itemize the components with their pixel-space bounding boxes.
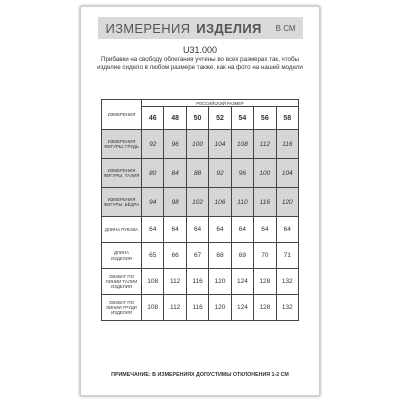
table-cell: 120: [276, 188, 298, 217]
table-row: [102, 130, 299, 159]
table-cell: 64: [164, 217, 186, 243]
size-header-cell: 48: [164, 107, 186, 130]
table-cell: 100: [254, 159, 276, 188]
header-unit: В СМ: [275, 23, 296, 33]
table-cell: 116: [186, 295, 208, 321]
table-cell: 124: [231, 295, 253, 321]
table-cell: 128: [254, 295, 276, 321]
table-cell: 128: [254, 269, 276, 295]
corner-label: ИЗМЕРЕНИЯ: [102, 100, 142, 130]
row-label: ИЗМЕРЕНИЯ ФИГУРЫ: БЁДРА: [102, 188, 142, 217]
table-cell: 68: [209, 243, 231, 269]
table-cell: 98: [164, 188, 186, 217]
table-header-row: [102, 100, 299, 107]
table-cell: 84: [164, 159, 186, 188]
table-cell: 108: [231, 130, 253, 159]
row-label: ОБХВАТ ПО ЛИНИИ ГРУДИ ИЗДЕЛИЯ: [102, 295, 142, 321]
table-cell: 64: [231, 217, 253, 243]
size-header-cell: 56: [254, 107, 276, 130]
table-cell: 108: [142, 269, 164, 295]
table-cell: 116: [254, 188, 276, 217]
footer-note: ПРИМЕЧАНИЕ: В ИЗМЕРЕНИЯХ ДОПУСТИМЫ ОТКЛОНЕНИЯ 1-2 СМ: [111, 372, 289, 378]
table-cell: 108: [142, 295, 164, 321]
table-row: [102, 243, 299, 269]
table-cell: 112: [164, 295, 186, 321]
table-cell: 92: [142, 130, 164, 159]
table-row: [102, 217, 299, 243]
table-cell: 65: [142, 243, 164, 269]
table-row: [102, 188, 299, 217]
table-cell: 112: [164, 269, 186, 295]
table-cell: 88: [186, 159, 208, 188]
table-cell: 69: [231, 243, 253, 269]
row-label: ОБХВАТ ПО ЛИНИИ ТАЛИИ ИЗДЕЛИЯ: [102, 269, 142, 295]
table-row: [102, 159, 299, 188]
table-cell: 132: [276, 295, 298, 321]
table-cell: 64: [209, 217, 231, 243]
table-cell: 104: [276, 159, 298, 188]
header-word-product: ИЗДЕЛИЯ: [196, 20, 262, 36]
size-header-cell: 58: [276, 107, 298, 130]
table-cell: 64: [186, 217, 208, 243]
table-cell: 70: [254, 243, 276, 269]
size-table: [101, 99, 299, 321]
table-row: [102, 295, 299, 321]
header-word-measurements: ИЗМЕРЕНИЯ: [105, 20, 191, 36]
table-cell: 92: [209, 159, 231, 188]
table-cell: 106: [209, 188, 231, 217]
table-cell: 104: [209, 130, 231, 159]
table-cell: 64: [276, 217, 298, 243]
size-header-cell: 50: [186, 107, 208, 130]
table-cell: 96: [231, 159, 253, 188]
article-number: U31.000: [182, 45, 218, 55]
size-header-cell: 52: [209, 107, 231, 130]
table-cell: 80: [142, 159, 164, 188]
table-cell: 116: [186, 269, 208, 295]
table-cell: 120: [209, 295, 231, 321]
table-cell: 102: [186, 188, 208, 217]
table-cell: 66: [164, 243, 186, 269]
table-cell: 116: [276, 130, 298, 159]
table-cell: 64: [142, 217, 164, 243]
row-label: ИЗМЕРЕНИЯ ФИГУРЫ: ГРУДЬ: [102, 130, 142, 159]
fit-note: Прибавки на свободу облегания учтены во всех размерах так, чтобы изделие сидело в любом размере также, как на фото на нашей модели: [97, 56, 303, 71]
table-cell: 71: [276, 243, 298, 269]
table-cell: 120: [209, 269, 231, 295]
size-table-body: [102, 100, 299, 321]
russian-size-label: РОССИЙСКИЙ РАЗМЕР: [142, 100, 299, 107]
table-cell: 64: [254, 217, 276, 243]
row-label: ИЗМЕРЕНИЯ ФИГУРЫ: ТАЛИЯ: [102, 159, 142, 188]
table-cell: 96: [164, 130, 186, 159]
table-cell: 132: [276, 269, 298, 295]
table-cell: 124: [231, 269, 253, 295]
table-row: [102, 269, 299, 295]
size-chart-sheet: [80, 6, 320, 396]
table-cell: 100: [186, 130, 208, 159]
size-header-cell: 54: [231, 107, 253, 130]
table-cell: 67: [186, 243, 208, 269]
table-cell: 94: [142, 188, 164, 217]
table-cell: 112: [254, 130, 276, 159]
size-header-cell: 46: [142, 107, 164, 130]
header-banner: [98, 17, 303, 39]
row-label: ДЛИНА ИЗДЕЛИЯ: [102, 243, 142, 269]
row-label: ДЛИНА РУКАВА: [102, 217, 142, 243]
table-cell: 110: [231, 188, 253, 217]
